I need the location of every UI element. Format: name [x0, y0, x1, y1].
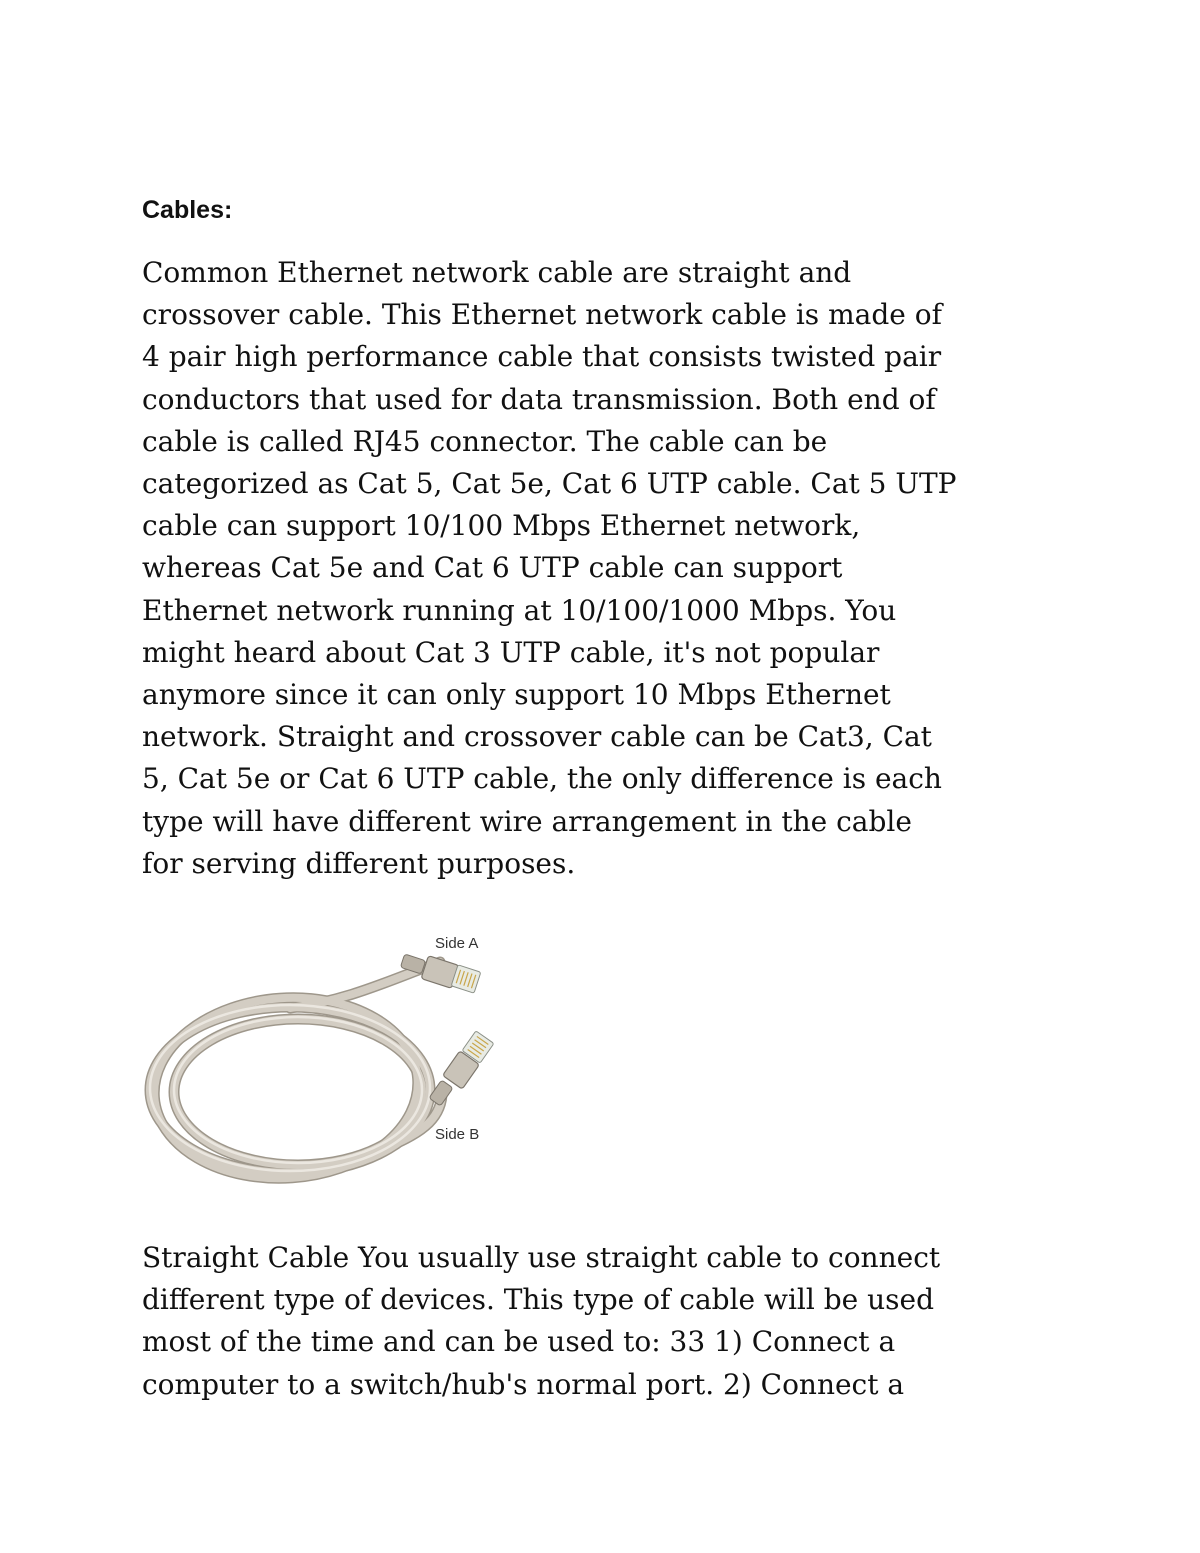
paragraph-straight-cable: Straight Cable You usually use straight cable to connect different type of devices. This type of cable will be used most of the time and can be used to: 33 1) Connect a computer to a switch/hub's normal port. 2) Connect a: [142, 1241, 941, 1401]
ethernet-cable-illustration: [140, 920, 510, 1195]
rj45-connector-side-b: [429, 1031, 494, 1106]
side-b-label: Side B: [435, 1126, 480, 1143]
paragraph-ethernet-cables: Common Ethernet network cable are straight and crossover cable. This Ethernet network cable is made of 4 pair high performance cable that consists twisted pair conductors that used for data transmission. Both end of cable is called RJ45 connector. The cable can be categorized as Cat 5, Cat 5e, Cat 6 UTP cable. Cat 5 UTP cable can support 10/100 Mbps Ethernet network, whereas Cat 5e and Cat 6 UTP cable can support Ethernet network running at 10/100/1000 Mbps. You might heard about Cat 3 UTP cable, it's not popular anymore since it can only support 10 Mbps Ethernet network. Straight and crossover cable can be Cat3, Cat 5, Cat 5e or Cat 6 UTP cable, the only difference is each type will have different wire arrangement in the cable for serving different purposes.: [142, 256, 957, 880]
side-a-label: Side A: [435, 935, 479, 952]
ethernet-cable-figure: [140, 920, 510, 1195]
section-heading: Cables:: [142, 196, 233, 224]
